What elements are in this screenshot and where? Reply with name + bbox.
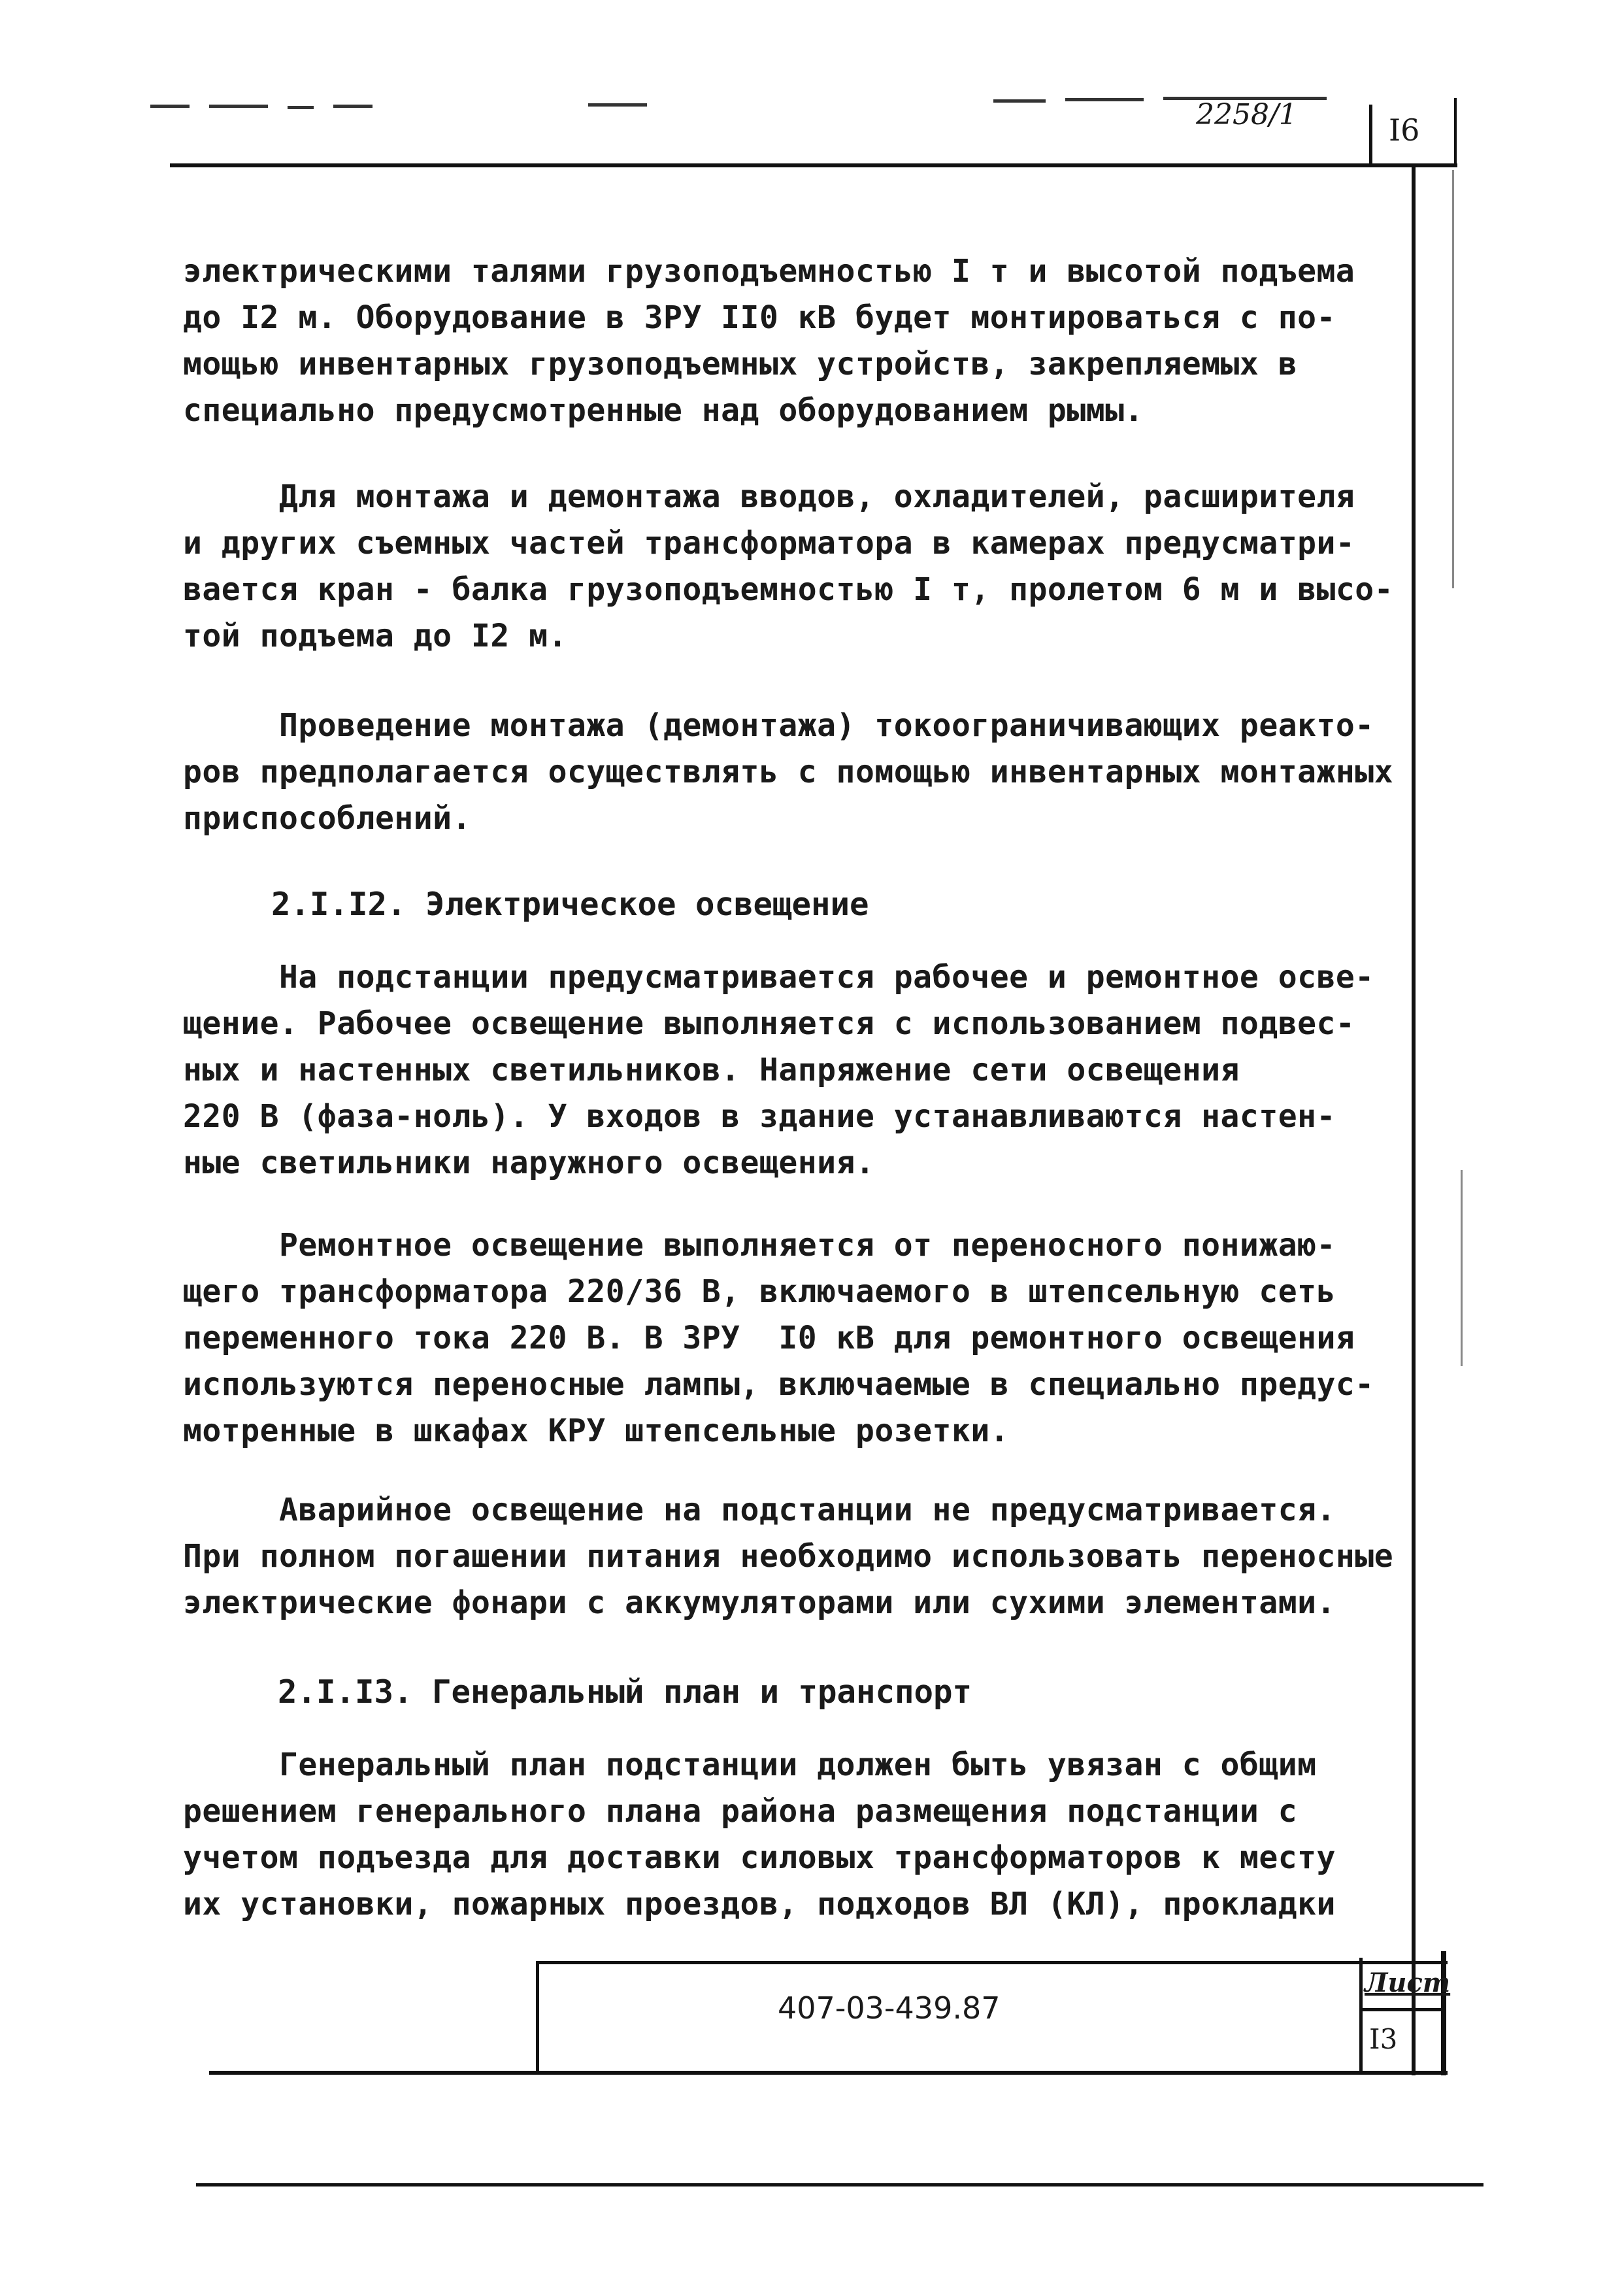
section-heading-general-plan: 2.I.I3. Генеральный план и транспорт [278, 1673, 972, 1711]
text-line: ров предполагается осуществлять с помощью инвентарных монтажных [183, 754, 1394, 790]
text-line: мотренные в шкафах КРУ штепсельные розетки. [183, 1413, 1010, 1449]
text-line: Генеральный план подстанции должен быть увязан с общим [183, 1747, 1317, 1783]
text-line: вается кран - балка грузоподъемностью I т, пролетом 6 м и высо- [183, 571, 1394, 608]
text-line: щего трансформатора 220/36 В, включаемого в штепсельную сеть [183, 1273, 1336, 1310]
text-line: решением генерального плана района размещения подстанции с [183, 1793, 1298, 1830]
text-line: и других съемных частей трансформатора в камерах предусматри- [183, 525, 1355, 561]
header-dash [1065, 98, 1144, 101]
stamp-bottom-line [209, 2071, 1448, 2075]
paragraph-working-lighting [183, 954, 1385, 1186]
frame-right-margin-mark [1461, 1170, 1463, 1366]
text-line: На подстанции предусматривается рабочее и ремонтное осве- [183, 959, 1374, 996]
stamp-left-line [536, 1961, 539, 2073]
text-line: 220 В (фаза-ноль). У входов в здание устанавливаются настен- [183, 1098, 1336, 1135]
text-line: специально предусмотренные над оборудованием рымы. [183, 392, 1144, 429]
text-line: используются переносные лампы, включаемые в специально предус- [183, 1366, 1374, 1403]
text-line: до I2 м. Оборудование в ЗРУ II0 кВ будет монтироваться с по- [183, 299, 1336, 336]
text-line: Для монтажа и демонтажа вводов, охладителей, расширителя [183, 478, 1355, 515]
paragraph-general-plan [183, 1742, 1385, 1928]
text-line: ные светильники наружного освещения. [183, 1145, 875, 1181]
text-line: приспособлений. [183, 800, 471, 837]
page-number-box-right [1454, 98, 1457, 167]
text-line: Проведение монтажа (демонтажа) токоограничивающих реакто- [183, 707, 1374, 744]
text-line: Ремонтное освещение выполняется от переносного понижаю- [183, 1227, 1336, 1264]
stamp-divider-line [1359, 1958, 1363, 2074]
text-line: учетом подъезда для доставки силовых трансформаторов к месту [183, 1839, 1336, 1876]
sheet-label: Лист [1365, 1968, 1451, 1998]
stamp-sheet-divider [1359, 2008, 1444, 2011]
document-code: 407-03-439.87 [778, 1990, 1001, 2026]
stamp-top-line [536, 1961, 1448, 1964]
paragraph-hoists [183, 248, 1385, 434]
archive-mark: 2258/1 [1196, 98, 1297, 131]
header-dash [209, 105, 268, 108]
paragraph-repair-lighting [183, 1222, 1385, 1454]
frame-right-margin-mark [1452, 170, 1454, 588]
text-line: щение. Рабочее освещение выполняется с использованием подвес- [183, 1005, 1355, 1042]
header-dash [588, 103, 647, 107]
frame-top-line [170, 163, 1457, 167]
text-line: Аварийное освещение на подстанции не предусматривается. [183, 1492, 1336, 1528]
text-line: мощью инвентарных грузоподъемных устройств, закрепляемых в [183, 346, 1298, 382]
paragraph-reactors [183, 703, 1394, 842]
header-dash [150, 105, 190, 108]
scan-bottom-line [196, 2183, 1483, 2186]
text-line: переменного тока 220 В. В ЗРУ I0 кВ для ремонтного освещения [183, 1320, 1355, 1356]
header-dash [993, 99, 1046, 103]
text-line: электрические фонари с аккумуляторами или сухими элементами. [183, 1584, 1336, 1621]
paragraph-crane [183, 474, 1394, 660]
paragraph-emergency-lighting [183, 1487, 1394, 1626]
text-line: электрическими талями грузоподъемностью I т и высотой подъема [183, 253, 1355, 290]
header-dash [288, 106, 314, 109]
text-line: При полном погашении питания необходимо использовать переносные [183, 1538, 1394, 1575]
sheet-number: I3 [1369, 2023, 1398, 2055]
text-line: их установки, пожарных проездов, подходов ВЛ (КЛ), прокладки [183, 1886, 1336, 1922]
section-heading-lighting: 2.I.I2. Электрическое освещение [271, 886, 869, 923]
header-dash [333, 105, 373, 108]
text-line: той подъема до I2 м. [183, 618, 567, 654]
page-number: I6 [1389, 112, 1420, 148]
page-number-box-left [1369, 105, 1372, 167]
frame-right-line [1412, 167, 1416, 2075]
text-line: ных и настенных светильников. Напряжение сети освещения [183, 1052, 1240, 1088]
